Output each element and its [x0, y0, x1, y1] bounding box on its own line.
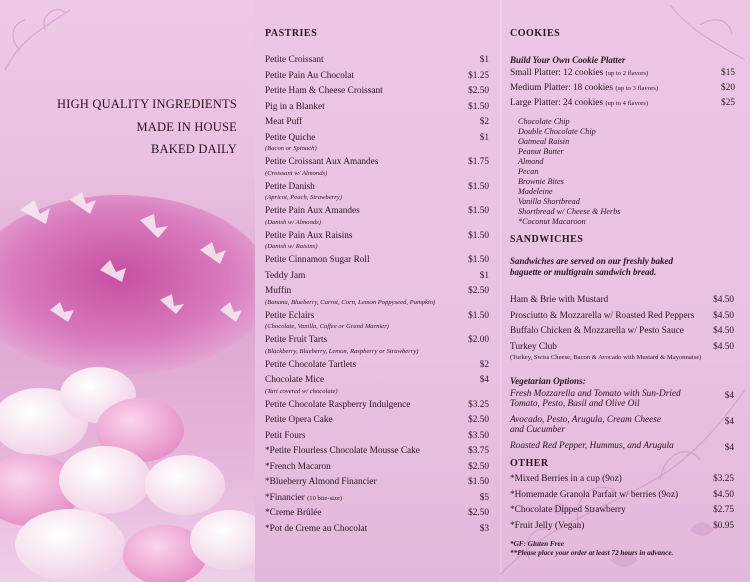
footnote-order-advance: **Please place your order at least 72 hours in advance. — [510, 548, 674, 557]
sandwich-item — [510, 343, 734, 373]
platter-name-text: Medium Platter: 18 cookies — [510, 83, 614, 93]
footnote-gluten-free: *GF: Gluten Free — [510, 540, 564, 548]
sandwich-item — [510, 327, 734, 343]
sandwich-price: $4.50 — [713, 295, 734, 305]
other-item — [510, 506, 734, 522]
pastry-price: $2 — [479, 117, 489, 127]
pastry-price: $1.50 — [468, 181, 489, 192]
tagline-baked-daily: BAKED DAILY — [150, 142, 237, 156]
sandwich-name: Turkey Club — [510, 341, 557, 352]
pastry-item — [265, 272, 489, 288]
macaron-photo-illustration — [0, 190, 260, 582]
sandwich-intro-line: baguette or multigrain sandwich bread. — [510, 267, 657, 277]
pastry-price: $5 — [479, 492, 489, 503]
pastry-price: $1.50 — [468, 206, 489, 216]
platter-item — [510, 99, 735, 114]
sandwich-price: $4.50 — [713, 326, 734, 336]
vegetarian-item-line: Roasted Red Pepper, Hummus, and Arugula — [510, 441, 674, 451]
pastry-name: Petite Croissant — [265, 55, 324, 65]
pastry-item — [265, 183, 489, 208]
pastry-name: Petite Chocolate Tartlets — [265, 359, 357, 370]
cookie-flavor: Shortbread w/ Cheese & Herbs — [518, 207, 621, 216]
pastry-name: Petite Eclairs — [265, 310, 315, 321]
pastry-item — [265, 232, 489, 257]
pastry-name: Petite Chocolate Raspberry Indulgence — [265, 399, 411, 410]
pastry-price: $1.50 — [468, 230, 489, 241]
pastry-price: $3.25 — [468, 399, 489, 410]
pastry-item — [265, 361, 489, 377]
sandwich-name: Buffalo Chicken & Mozzarella w/ Pesto Sauce — [510, 326, 684, 336]
platter-item — [510, 69, 735, 84]
floral-swirl-top-left — [0, 0, 90, 80]
pastry-name: Petite Pain Aux Amandes — [265, 206, 360, 216]
pastry-name: Petite Croissant Aux Amandes — [265, 157, 379, 167]
other-name: *Fruit Jelly (Vegan) — [510, 520, 585, 531]
pastry-price: $2.00 — [468, 335, 489, 345]
other-item — [510, 491, 734, 507]
sandwich-item — [510, 296, 734, 312]
vegetarian-item — [510, 390, 681, 409]
pastry-item — [265, 158, 489, 183]
pastry-price: $1.50 — [468, 310, 489, 321]
vegetarian-price: $4 — [724, 391, 734, 401]
platter-price: $15 — [721, 68, 735, 78]
pastry-price: $1.25 — [468, 70, 489, 81]
vegetarian-price: $4 — [724, 417, 734, 427]
pastry-price: $2.50 — [468, 415, 489, 425]
pastry-item — [265, 118, 489, 134]
pastry-price: $2.50 — [468, 286, 489, 296]
pastry-name: Pig in a Blanket — [265, 101, 325, 112]
cookie-flavor-list — [518, 117, 621, 227]
pastry-name: Petite Quiche — [265, 132, 316, 143]
pastry-item — [265, 401, 489, 417]
pastry-item — [265, 376, 489, 401]
sandwich-item — [510, 312, 734, 328]
pastry-name: *Creme Brûlée — [265, 508, 322, 518]
cookie-flavor: *Coconut Macaroon — [518, 217, 586, 226]
pastry-price: $3 — [479, 523, 489, 534]
pastry-price: $3.50 — [468, 430, 489, 441]
sandwich-intro — [510, 256, 673, 278]
pastry-item — [265, 509, 489, 525]
pastries-list — [265, 56, 489, 540]
other-name: *Mixed Berries in a cup (9oz) — [510, 474, 622, 484]
pastry-price: $3.75 — [468, 446, 489, 456]
cookie-flavor: Chocolate Chip — [518, 117, 570, 126]
pastry-item — [265, 478, 489, 494]
vegetarian-item-line: and Cucumber — [510, 424, 566, 435]
pastry-name: Chocolate Mice — [265, 375, 325, 385]
pastry-description: (Banana, Blueberry, Carrot, Corn, Lemon Poppyseed, Pumpkin) — [265, 298, 436, 306]
pastry-price: $2.50 — [468, 508, 489, 518]
footnotes — [510, 540, 673, 557]
platter-price: $20 — [721, 83, 735, 93]
pastry-price: $1.75 — [468, 157, 489, 167]
other-list — [510, 475, 734, 537]
pastry-price: $2 — [479, 359, 489, 370]
pastry-item — [265, 432, 489, 448]
pastry-item — [265, 103, 489, 119]
pastry-item — [265, 336, 489, 361]
pastry-item — [265, 494, 489, 510]
other-item — [510, 522, 734, 538]
pastry-name: *Petite Flourless Chocolate Mousse Cake — [265, 446, 420, 456]
sandwich-list — [510, 296, 734, 373]
tagline-quality: HIGH QUALITY INGREDIENTS — [56, 97, 237, 111]
pastry-item — [265, 207, 489, 232]
pastry-item — [265, 447, 489, 463]
pastry-name: *French Macaron — [265, 461, 331, 472]
pastry-name: *Blueberry Almond Financier — [265, 477, 377, 487]
pastry-item — [265, 463, 489, 479]
sandwich-price: $4.50 — [713, 310, 734, 321]
other-name: *Homemade Granola Parfait w/ berries (9oz) — [510, 489, 679, 500]
pastry-description: (Chocolate, Vanilla, Coffee or Grand Marnier) — [265, 323, 389, 331]
vegetarian-title: Vegetarian Options: — [510, 376, 586, 386]
other-price: $4.50 — [713, 489, 734, 500]
pastry-item — [265, 56, 489, 72]
pastry-name: Teddy Jam — [265, 270, 306, 281]
sandwich-name: Ham & Brie with Mustard — [510, 295, 609, 305]
pastry-name: Petit Fours — [265, 430, 306, 441]
pastry-price: $1.50 — [468, 101, 489, 112]
pastry-description: (Croissant w/ Almonds) — [265, 169, 328, 177]
cookie-flavor: Madeleine — [518, 187, 553, 196]
floral-swirl-top-right — [660, 0, 750, 80]
sandwich-price: $4.50 — [713, 341, 734, 352]
pastry-name: Petite Danish — [265, 181, 315, 192]
pastry-name: Meat Puff — [265, 117, 303, 127]
pastry-description: (Danish w/ Almonds) — [265, 218, 321, 226]
sandwich-description: (Turkey, Swiss Cheese, Bacon & Avocado with Mustard & Mayonnaise) — [510, 354, 702, 362]
pastry-description: (Apricot, Peach, Strawberry) — [265, 194, 342, 202]
sandwich-intro-line: Sandwiches are served on our freshly baked — [510, 256, 674, 266]
sandwich-name: Prosciutto & Mozzarella w/ Roasted Red Peppers — [510, 310, 695, 321]
platter-item — [510, 84, 735, 99]
other-title: OTHER — [510, 458, 549, 469]
vegetarian-item — [510, 442, 674, 452]
cookie-flavor: Vanilla Shortbread — [518, 197, 580, 206]
platter-note: (up to 2 flavors) — [605, 70, 649, 77]
pastry-item — [265, 416, 489, 432]
platter-list — [510, 69, 735, 114]
cookies-title: COOKIES — [510, 28, 561, 39]
pastry-price: $1.50 — [468, 477, 489, 487]
pastry-item — [265, 287, 489, 312]
cookie-platter-subtitle: Build Your Own Cookie Platter — [510, 55, 626, 65]
pastry-name: Petite Pain Au Chocolat — [265, 70, 355, 81]
pastry-description: (Bacon or Spinach) — [265, 145, 317, 153]
pastry-price: $1 — [479, 270, 489, 281]
vegetarian-price: $4 — [724, 443, 734, 453]
pastry-description: (Danish w/ Raisins) — [265, 243, 318, 251]
other-price: $3.25 — [713, 474, 734, 484]
pastry-item — [265, 256, 489, 272]
vegetarian-item-line: Fresh Mozzarella and Tomato with Sun-Dried — [510, 389, 681, 399]
pastry-name: Petite Fruit Tarts — [265, 335, 328, 345]
sandwiches-title: SANDWICHES — [510, 234, 584, 245]
platter-name — [510, 69, 735, 79]
platter-name-text: Large Platter: 24 cookies — [510, 98, 604, 108]
platter-name-text: Small Platter: 12 cookies — [510, 68, 604, 78]
other-price: $0.95 — [713, 520, 734, 531]
pastry-description: (Tart covered w/ chocolate) — [265, 387, 338, 395]
pastries-title: PASTRIES — [265, 28, 318, 39]
platter-note: (up to 3 flavors) — [615, 85, 659, 92]
pastry-item — [265, 312, 489, 337]
pastry-item — [265, 87, 489, 103]
pastry-item — [265, 72, 489, 88]
pastry-name: *Pot de Creme au Chocolat — [265, 523, 368, 534]
pastry-price: $2.50 — [468, 86, 489, 96]
cookie-flavor: Double Chocolate Chip — [518, 127, 596, 136]
platter-price: $25 — [721, 98, 735, 108]
other-name: *Chocolate Dipped Strawberry — [510, 505, 626, 515]
platter-note: (up to 4 flavors) — [605, 100, 649, 107]
cookie-flavor: Peanut Butter — [518, 147, 564, 156]
pastry-name: Petite Pain Aux Raisins — [265, 230, 353, 241]
vegetarian-item-line: Avocado, Pesto, Arugula, Cream Cheese — [510, 415, 662, 425]
pastry-name: Petite Opera Cake — [265, 415, 333, 425]
pastry-item — [265, 525, 489, 541]
pastry-price: $1 — [479, 132, 489, 143]
pastry-description: (Blackberry, Blueberry, Lemon, Raspberry or Strawberry) — [265, 347, 419, 355]
pastry-name-text: *Financier — [265, 492, 305, 503]
cookie-flavor: Brownie Bites — [518, 177, 564, 186]
pastry-price: $1 — [479, 55, 489, 65]
pastry-price: $1.50 — [468, 255, 489, 265]
pastry-price: $2.50 — [468, 461, 489, 472]
cookie-flavor: Oatmeal Raisin — [518, 137, 570, 146]
pastry-name: Petite Ham & Cheese Croissant — [265, 86, 383, 96]
other-item — [510, 475, 734, 491]
cookie-flavor: Almond — [518, 157, 544, 166]
tagline-made-in-house: MADE IN HOUSE — [136, 120, 237, 134]
pastry-price: $4 — [479, 375, 489, 385]
other-price: $2.75 — [713, 505, 734, 515]
pastry-name: Muffin — [265, 286, 292, 296]
pastry-name: Petite Cinnamon Sugar Roll — [265, 255, 370, 265]
cookie-flavor: Pecan — [518, 167, 539, 176]
pastry-item — [265, 134, 489, 159]
pastry-note: (10 bite-size) — [307, 494, 343, 502]
platter-name — [510, 99, 735, 109]
platter-name — [510, 84, 735, 94]
pastry-name — [265, 494, 489, 504]
vegetarian-item-line: Tomato, Pesto, Basil and Olive Oil — [510, 398, 640, 409]
vegetarian-item — [510, 416, 661, 435]
